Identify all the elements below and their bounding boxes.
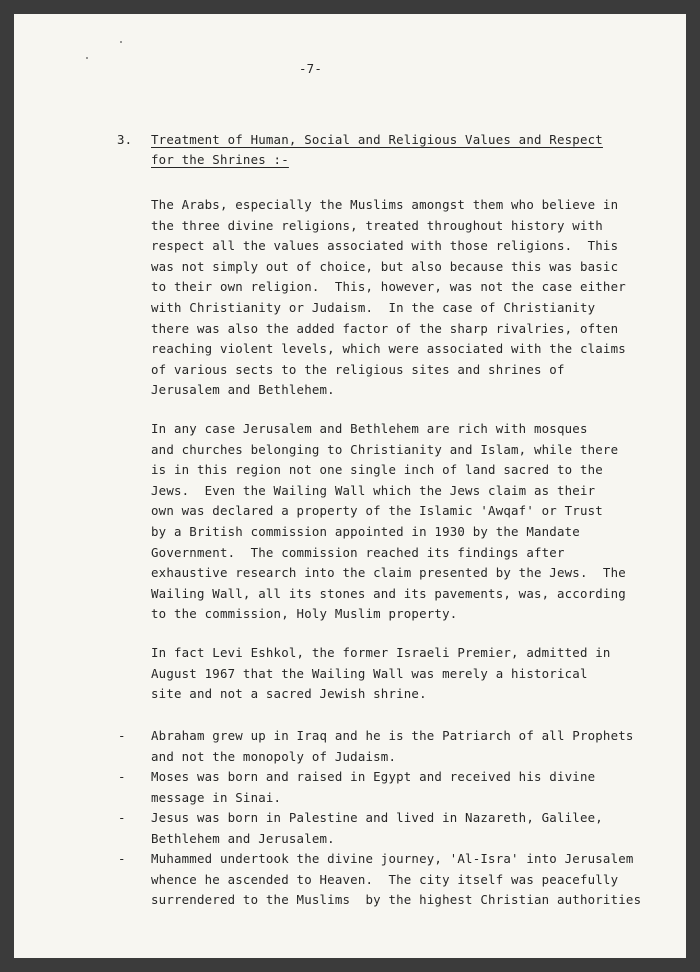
page-number: -7- [299,61,322,76]
bullet-item-line: surrendered to the Muslims by the highest Christian authorities [151,892,642,908]
bullet-item-line: Bethlehem and Jerusalem. [151,830,335,846]
paragraph-2-line: own was declared a property of the Islamic 'Awqaf' or Trust [151,503,603,519]
paragraph-2-line: Government. The commission reached its findings after [151,544,565,560]
paragraph-3-line: August 1967 that the Wailing Wall was merely a historical [151,665,588,681]
bullet-item-line: Abraham grew up in Iraq and he is the Patriarch of all Prophets [151,728,634,743]
bullet-item-line: and not the monopoly of Judaism. [151,748,397,764]
bullet-item-line: message in Sinai. [151,789,282,805]
bullet-item-line: Jesus was born in Palestine and lived in Nazareth, Galilee, [151,810,603,825]
paragraph-2-line: Jews. Even the Wailing Wall which the Jews claim as their [151,482,596,498]
paragraph-2-line: In any case Jerusalem and Bethlehem are rich with mosques [151,421,588,436]
paragraph-3-line: site and not a sacred Jewish shrine. [151,686,427,702]
paragraph-1-line: the three divine religions, treated throughout history with [151,217,603,233]
paragraph-1-line: of various sects to the religious sites and shrines of [151,361,565,377]
paragraph-2-line: is in this region not one single inch of land sacred to the [151,462,603,478]
document-text [14,14,686,958]
paragraph-1-line: respect all the values associated with those religions. This [151,238,619,254]
paragraph-1-line: with Christianity or Judaism. In the case of Christianity [151,300,596,315]
paragraph-1-line: was not simply out of choice, but also because this was basic [151,258,619,274]
paragraph-2-line: by a British commission appointed in 1930 by the Mandate [151,524,580,539]
paragraph-1-line: Jerusalem and Bethlehem. [151,382,335,398]
bullet-item-line: whence he ascended to Heaven. The city itself was peacefully [151,871,619,887]
paragraph-2-line: to the commission, Holy Muslim property. [151,606,458,622]
bullet-marker: - [118,769,126,784]
paragraph-1-line: there was also the added factor of the sharp rivalries, often [151,320,619,336]
paragraph-1-line: reaching violent levels, which were associated with the claims [151,341,626,357]
bullet-marker: - [118,810,126,825]
section-heading-line-2: for the Shrines :- [151,152,289,167]
bullet-marker: - [118,851,126,866]
bullet-marker: - [118,728,126,743]
paragraph-2-line: Wailing Wall, all its stones and its pavements, was, according [151,585,626,601]
section-number: 3. [117,132,133,147]
paragraph-1-line: The Arabs, especially the Muslims amongst them who believe in [151,197,619,212]
bullet-item-line: Muhammed undertook the divine journey, 'Al-Isra' into Jerusalem [151,851,634,866]
paragraph-1-line: to their own religion. This, however, was not the case either [151,279,626,295]
paragraph-2-line: and churches belonging to Christianity and Islam, while there [151,441,619,457]
paragraph-2-line: exhaustive research into the claim presented by the Jews. The [151,565,626,581]
bullet-item-line: Moses was born and raised in Egypt and received his divine [151,769,596,784]
paragraph-3-line: In fact Levi Eshkol, the former Israeli Premier, admitted in [151,645,611,660]
document-page [14,14,686,958]
section-heading-line-1: Treatment of Human, Social and Religious Values and Respect [151,132,603,147]
